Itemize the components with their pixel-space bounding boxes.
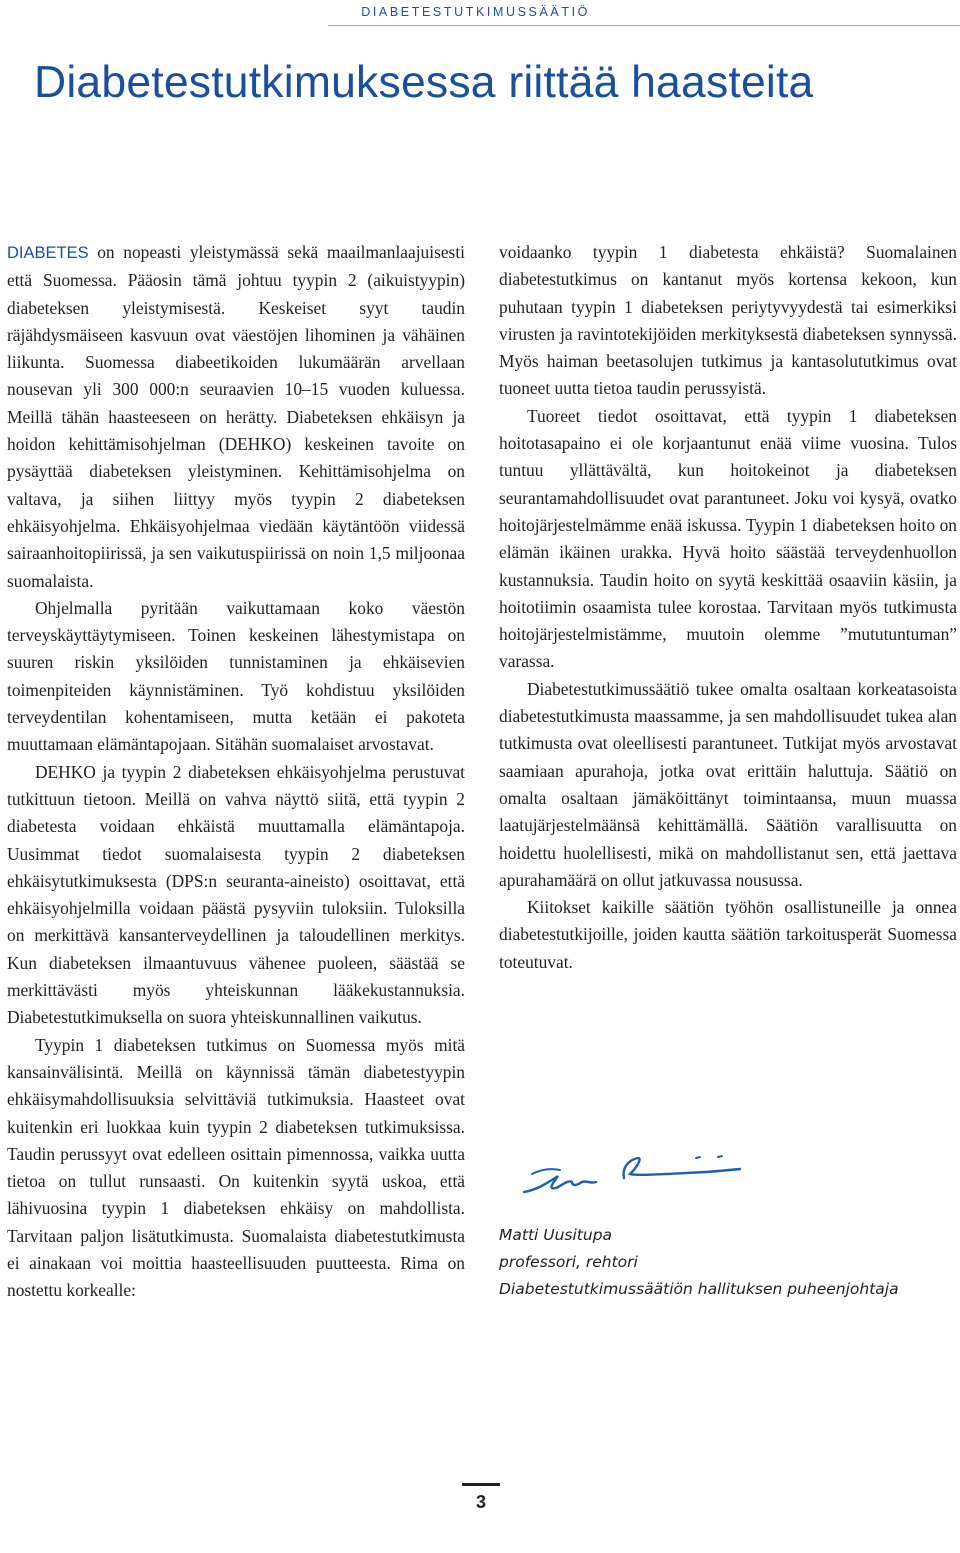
page-number: 3 bbox=[475, 1492, 486, 1512]
page-title: Diabetestutkimuksessa riittää haasteita bbox=[34, 58, 814, 107]
signer-role: professori, rehtori bbox=[499, 1253, 638, 1271]
signature-stroke-2 bbox=[532, 1169, 560, 1174]
right-paragraph-4: Kiitokset kaikille säätiön työhön osallistuneille ja onnea diabetestutkijoille, joiden kautta säätiön tarkoitusperät Suomessa toteutuvat. bbox=[499, 897, 957, 972]
running-head bbox=[328, 0, 960, 26]
handwritten-signature bbox=[506, 1140, 756, 1210]
running-head-text: DIABETESTUTKIMUSSÄÄTIÖ bbox=[361, 5, 590, 19]
lead-word: DIABETES bbox=[7, 244, 89, 262]
page-number-rule bbox=[462, 1483, 500, 1486]
left-paragraph-1-text: on nopeasti yleistymässä sekä maailmanlaajuisesti että Suomessa. Pääosin tämä johtuu tyypin 2 (aikuistyypin) diabeteksen yleistymisestä. Keskeiset syyt taudin räjähdysmäiseen kasvuun ovat väestöjen lihominen ja vähäinen liikunta. Suomessa diabeetikoiden lukumäärän arvellaan nousevan yli 300 000:n seuraavien 10–15 vuoden kuluessa. Meillä tähän haasteeseen on herätty. Diabeteksen ehkäisyn ja hoidon kehittämisohjelman (DEHKO) keskeinen tavoite on pysäyttää diabeteksen yleistyminen. Kehittämisohjelma on valtava, ja siihen liittyy myös tyypin 2 diabeteksen ehkäisyohjelma. Ehkäisyohjelmaa viedään käytäntöön viidessä sairaanhoitopiirissä, ja sen vaikutuspiirissä on noin 1,5 miljoonaa suomalaista. bbox=[7, 242, 465, 591]
left-column bbox=[7, 239, 465, 1305]
right-paragraph-2: Tuoreet tiedot osoittavat, että tyypin 1 diabeteksen hoitotasapaino ei ole korjaantunut enää viime vuosina. Tulos tuntuu yllättävältä, kun hoitokeinot ja diabeteksen seurantamahdollisuudet ovat parantuneet. Joku voi kysyä, ovatko hoitojärjestelmämme enää iskussa. Tyypin 1 diabeteksen hoito on elämän ikäinen urakka. Hyvä hoito säästää terveydenhuollon kustannuksia. Taudin hoito on syytä keskittää osaaviin käsiin, ja hoitotiimin osaamista tulee korostaa. Tarvitaan myös tutkimusta hoitojärjestelmistämme, muutoin olemme ”mututuntuman” varassa. bbox=[499, 405, 957, 672]
signature-stroke-5 bbox=[718, 1156, 722, 1157]
signature-stroke-4 bbox=[696, 1157, 700, 1158]
right-paragraph-3: Diabetestutkimussäätiö tukee omalta osaltaan korkeatasoista diabetestutkimusta maassamme, ja sen mahdollisuudet tukea alan tutkimusta ovat oleellisesti parantuneet. Tutkijat myös arvostavat saamiaan apurahoja, jotka ovat erittäin haluttuja. Säätiö on omalta osaltaan jämäköittänyt toimintaansa, muun muassa laatujärjestelmäänsä kehittämällä. Säätiön varallisuutta on hoidettu huolellisesti, mikä on mahdollistanut sen, että jaettava apurahamäärä on ollut jatkuvassa nousussa. bbox=[499, 678, 957, 890]
left-paragraph-2: Ohjelmalla pyritään vaikuttamaan koko väestön terveyskäyttäytymiseen. Toinen keskeinen lähestymistapa on suuren riskin yksilöiden tunnistaminen ja ehkäisevien toimenpiteiden käynnistäminen. Työ kohdistuu yksilöiden terveydentilan kohentamiseen, mutta ketään ei pakoteta muuttamaan elämäntapojaan. Sitähän suomalaiset arvostavat. bbox=[7, 597, 465, 755]
signature-block bbox=[499, 1222, 899, 1303]
signer-name: Matti Uusitupa bbox=[499, 1226, 613, 1244]
signature-stroke-1 bbox=[524, 1176, 596, 1192]
left-paragraph-3: DEHKO ja tyypin 2 diabeteksen ehkäisyohjelma perustuvat tutkittuun tietoon. Meillä on vahva näyttö siitä, että tyypin 2 diabetesta voidaan ehkäistä muuttamalla elämäntapoja. Uusimmat tiedot suomalaisesta tyypin 2 diabeteksen ehkäisytutkimuksesta (DPS:n seuranta-aineisto) osoittavat, että ehkäisyohjelmilla voidaan päästä pysyviin tuloksiin. Tuloksilla on merkittävä kansanterveydellinen ja taloudellinen merkitys. Kun diabeteksen ilmaantuvuus vähenee puoleen, säästää se merkittävästi myös yhteiskunnan lääkekustannuksia. Diabetestutkimuksella on suora yhteiskunnallinen vaikutus. bbox=[7, 761, 465, 1028]
left-paragraph-1 bbox=[7, 239, 465, 595]
left-paragraph-4: Tyypin 1 diabeteksen tutkimus on Suomessa myös mitä kansainvälisintä. Meillä on käynnissä tämän diabetestyypin ehkäisymahdollisuuksia selvittäviä tutkimuksia. Haasteet ovat kuitenkin eri luokkaa kuin tyypin 2 diabeteksen tutkimuksissa. Taudin perussyyt ovat edelleen osittain pimennossa, vaikka uutta tietoa on tullut runsaasti. On kuitenkin syytä uskoa, että lähivuosina tyypin 1 diabeteksen ehkäisy on mahdollista. Tarvitaan paljon lisätutkimusta. Suomalaista diabetestutkimusta ei ainakaan voi moittia haasteellisuuden puutteesta. Rima on nostettu korkealle: bbox=[7, 1034, 465, 1301]
right-paragraph-1: voidaanko tyypin 1 diabetesta ehkäistä? Suomalainen diabetestutkimus on kantanut myös kortensa kekoon, kun puhutaan tyypin 1 diabeteksen periytyvyydestä tai esimerkiksi virusten ja ravintotekijöiden merkityksestä diabeteksen synnyssä. Myös haiman beetasolujen tutkimus ja kantasolututkimus ovat tuoneet uutta tietoa taudin perussyistä. bbox=[499, 242, 957, 399]
signer-affiliation: Diabetestutkimussäätiön hallituksen puheenjohtaja bbox=[499, 1280, 899, 1298]
right-column bbox=[499, 239, 957, 976]
signature-stroke-3 bbox=[624, 1158, 740, 1178]
